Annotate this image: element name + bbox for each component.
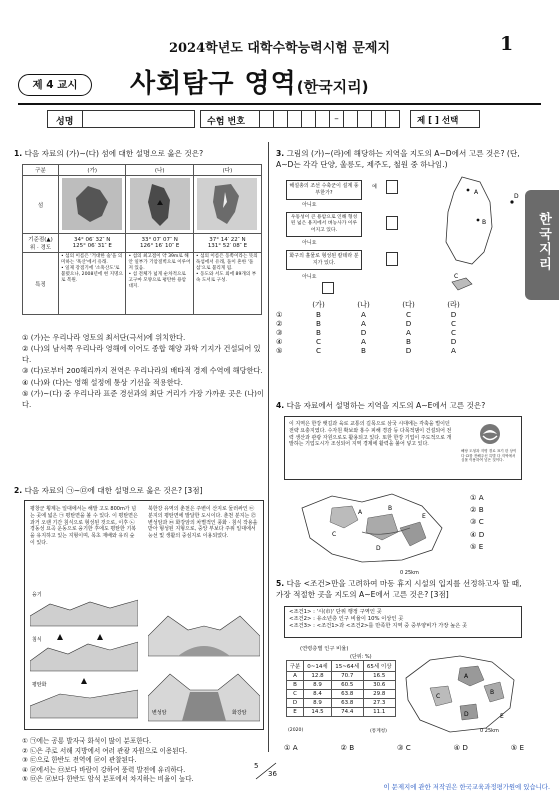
q2-option[interactable]: ③ ㉢으로 한반도 전역에 ㉣이 관찰된다. [22, 756, 137, 765]
q3-answer-box [386, 180, 398, 194]
q3-number: 3. [276, 149, 285, 158]
copyright-notice: 이 문제지에 관한 저작권은 한국교육과정평가원에 있습니다. [383, 783, 550, 791]
q4-option[interactable]: ④ D [470, 529, 485, 539]
q5-table-header: 구분 [287, 661, 304, 672]
q3-answer-box [386, 216, 398, 230]
q5-text: 다음 <조건>만을 고려하여 마동 휴지 시설의 입지를 선정하고자 할 때, 가장 적절한 곳을 지도의 A~E에서 고른 것은? [3점] [276, 579, 522, 599]
q2-passage-box [24, 500, 264, 730]
q4-option[interactable]: ⑤ E [470, 541, 484, 551]
q5-condition: <조건1> : '시(市)' 단위 행정 구역인 곳 [289, 609, 382, 615]
choice-box[interactable] [410, 110, 480, 128]
table-row: C 8.4 63.8 29.8 [287, 690, 396, 699]
q4-logo [479, 423, 501, 445]
q4-scale: 0 25km [400, 570, 419, 576]
q5-table-header: 15~64세 [331, 661, 363, 672]
q4-map-label: B [388, 505, 393, 512]
q1-number: 1. [14, 149, 23, 158]
q3-options-table [276, 300, 476, 355]
q4-logo-caption: 해당 도청과 지명 경로 표기 한 상이다 CI를 전해주신 특별 다 지역에서 심볼 이용하여 넣은 것이다. [461, 449, 517, 463]
q4-map-label: D [376, 545, 381, 552]
q1-option[interactable]: ② (나)의 남서쪽 우리나라 영해에 이어도 종합 해양 과학 기지가 건설되어 있다. [22, 344, 261, 365]
q4-passage: 이 지역은 한강 뱃길과 육로 교통의 길목으로 삼국 시대에는 각축을 벌이던 전략 요충지였다. 수자원 확보와 홍수 피해 경감 등 다목적댐이 건설되어 전력 생산과 관광 자원으로도 활용되고 있다. 또한 한강 기업이 주도적으로 개발하는 기업도시가 조성되어 지역 경제에 활력을 불어 넣고 있다. [289, 421, 452, 448]
page-number: 1 [500, 33, 514, 55]
q1-col-label: 구분 [23, 165, 59, 176]
subject-main: 사회탐구 영역 [130, 69, 297, 99]
q3-col: (다) [402, 300, 415, 309]
q5-table-header: 0~14세 [304, 661, 332, 672]
id-label: 수험 번호 [207, 117, 245, 127]
q1-island-image [59, 176, 126, 234]
q3-option[interactable]: ④ C A B D [276, 337, 457, 346]
q5-table-source2: (통계청) [370, 729, 387, 734]
q3-text: 그림의 (가)~(라)에 해당하는 지역을 지도의 A~D에서 고른 것은? (단, A~D는 각각 단양, 울릉도, 제주도, 철원 중 하나임.) [276, 149, 520, 169]
q2-label: 침식 [32, 637, 42, 643]
side-tab [525, 190, 559, 300]
q1-option[interactable]: ① (가)는 우리나라 영토의 최서단(극서)에 위치한다. [22, 333, 186, 342]
q1-coord: 37° 14′ 22″ N 131° 52′ 08″ E [193, 234, 261, 253]
q1-feature: • 섬의 이름은 동쪽이라는 뜻의 독섬에서 유래, 돌이 흔한 '돌섬'으로 불리게 됨. • 동도와 서도 외에 89개의 부속 도서로 구성. [193, 253, 261, 315]
q4-question [276, 400, 526, 411]
q2-option[interactable]: ② ㉡은 주로 서해 지방에서 여러 관광 자원으로 이용된다. [22, 746, 188, 755]
q5-option[interactable]: ③ C [397, 743, 411, 752]
q4-passage-box [284, 416, 522, 480]
period-badge: 제 4 교시 [18, 74, 92, 96]
q1-row-coord: 기준점(▲) 위 · 경도 [23, 234, 59, 253]
q3-flow-box: 화구의 흘물로 형성된 칼데라 분지가 있다. [286, 250, 362, 270]
q1-table [22, 164, 262, 315]
name-box[interactable] [47, 110, 195, 128]
id-cells [259, 111, 399, 127]
q5-table-unit: (단위: %) [350, 654, 372, 660]
q1-row-feature: 특징 [23, 253, 59, 315]
q5-map-label: C [436, 693, 441, 700]
page-current: 5 [254, 762, 259, 770]
q3-map [432, 172, 522, 297]
q5-number: 5. [276, 579, 285, 588]
q3-answer-box [322, 282, 334, 294]
q5-option[interactable]: ① A [284, 743, 298, 752]
q4-map-label: E [422, 513, 426, 520]
q1-col: (다) [193, 165, 261, 176]
q4-option[interactable]: ① A [470, 493, 484, 502]
q1-feature: • 섬의 최고점이 약 39m로 해안 일부가 기암절벽으로 이루어져 있음. • 섬 전체가 넓게 순차적으로 고구마 모양으로 평탄한 용암 대지. [126, 253, 193, 315]
q3-option[interactable]: ① B A C D [276, 310, 457, 319]
q1-option[interactable]: ③ (다)로부터 200해리까지 전역은 우리나라의 배타적 경제 수역에 해당한다. [22, 366, 263, 376]
q2-diagram-right [148, 596, 260, 726]
column-divider [268, 142, 269, 752]
q2-label: 융기 [32, 592, 42, 598]
q4-option[interactable]: ② B [470, 505, 484, 515]
q5-table [286, 660, 396, 717]
q4-option[interactable]: ③ C [470, 517, 484, 527]
q3-col: (가) [312, 300, 325, 309]
exam-title: 2024학년도 대학수학능력시험 문제지 [168, 41, 391, 56]
q5-map-label: A [464, 673, 469, 680]
q1-text: 다음 자료의 (가)~(다) 섬에 대한 설명으로 옳은 것은? [24, 149, 204, 158]
q5-option[interactable]: ⑤ E [510, 743, 524, 752]
q2-passage-right: 북한강 유역의 춘천은 주변이 산지로 둘러싸인 ㉢ 분지의 평탄면에 발달한 도시이다. 춘천 분지는 ㉣ 변성암과 ㉤ 화강암의 차별적인 풍화 · 침식 작용을 받아 형성된 지형으로, 중앙 부보다 주위 일대에서 능선 및 생활의 중심지로 이용되었다. [148, 506, 258, 539]
name-label-divider [82, 111, 83, 127]
q2-label: 평탄화 [32, 682, 47, 688]
q3-no: 아니요 [302, 240, 317, 246]
q1-option[interactable]: ④ (나)와 (다)는 영해 설정에 통상 기선을 적용한다. [22, 377, 183, 387]
q4-map-label: A [358, 509, 363, 516]
q5-map [400, 648, 520, 738]
q2-label: 화강암 [232, 710, 247, 716]
q2-option[interactable]: ① ㉠에는 공룡 발자국 화석이 많이 분포한다. [22, 737, 152, 745]
q1-row-island: 섬 [23, 176, 59, 234]
q4-map [292, 488, 452, 568]
side-tab-label: 한국지리 [536, 212, 551, 272]
q5-options [284, 742, 524, 753]
q4-number: 4. [276, 401, 285, 410]
q3-question [276, 148, 524, 170]
q5-table-title: (연령층별 인구 비율) [300, 646, 349, 652]
id-dash: – [329, 111, 343, 127]
q3-flow-box: 해설총의 조선 수축군이 설계 풍부한가? [286, 180, 362, 200]
q3-col: (라) [447, 300, 460, 309]
q1-question [14, 148, 264, 159]
table-row: D 8.9 63.8 27.3 [287, 699, 396, 708]
q1-coord: 34° 06′ 32″ N 125° 06′ 31″ E [59, 234, 126, 253]
q2-label: 변성암 [152, 710, 167, 716]
q5-condition: <조건3> : <조건1>과 <조건2>를 만족한 지역 중 중부양비가 가장 높은 곳 [289, 623, 468, 630]
q3-no: 아니요 [302, 274, 317, 280]
q5-option[interactable]: ④ D [453, 743, 468, 752]
q5-map-label: E [500, 713, 504, 720]
table-row: B 8.9 60.5 30.6 [287, 681, 396, 690]
q3-option[interactable]: ⑤ C B D A [276, 346, 456, 355]
q3-option[interactable]: ② B A D C [276, 319, 457, 328]
q2-option[interactable]: ⑤ ㉤은 ㉣보다 한반도 암석 분포에서 차지하는 비율이 높다. [22, 775, 194, 784]
q3-map-label: A [474, 189, 479, 196]
subject-sub: (한국지리) [296, 78, 369, 96]
q3-map-label: B [482, 219, 487, 226]
q2-passage-left: 평창군 횡계는 일대에서는 해발 고도 800m가 넘는 곳에 넓은 ㉠ 평탄면을 볼 수 있다. 이 평탄면은 과거 오랜 기간 침식으로 형성된 것으로, 이후 ㉡ 경동성 요곡 운동으로 융기한 후에도 평탄한 기복을 유지하고 있는 지형이며, 목초 재배와 유리 숲이 있다. [30, 506, 138, 546]
header-rule [18, 103, 541, 105]
table-row: A 12.8 70.7 16.5 [287, 672, 396, 681]
q1-col: (나) [126, 165, 193, 176]
q2-option[interactable]: ④ ㉣에서는 ㉤보다 바람이 강하여 풍력 발전에 유리하다. [22, 765, 186, 774]
q4-text: 다음 자료에서 설명하는 지역을 지도의 A~E에서 고른 것은? [286, 401, 486, 410]
q3-answer-box [386, 252, 398, 266]
name-label: 성명 [56, 117, 74, 127]
q1-col: (가) [59, 165, 126, 176]
q1-feature: • 섬의 이름은 '거대한 숲'을 의미하는 '흑산'에서 유래. • 일제 강점기에 '소흑산도'로 불렸으나, 2008년에 현 지명으로 복원. [59, 253, 126, 315]
page-total: 36 [268, 770, 277, 778]
q5-conditions-box [284, 606, 522, 638]
q5-table-header: 65세 이상 [363, 661, 395, 672]
subject-title [130, 63, 430, 100]
q3-no: 아니요 [302, 202, 317, 208]
q2-number: 2. [14, 486, 23, 495]
q5-map-label: B [490, 689, 495, 696]
q1-option[interactable]: ⑤ (가)~(다) 중 우리나라 표준 경선과의 최단 거리가 가장 가까운 곳은 (나)이다. [22, 388, 264, 409]
q4-options [470, 492, 520, 553]
q2-text: 다음 자료의 ㉠~㉤에 대한 설명으로 옳은 것은? [3점] [24, 486, 203, 495]
q1-island-image [126, 176, 193, 234]
q4-map-label: C [332, 531, 337, 538]
q3-yes: 예 [372, 184, 377, 190]
page-counter [248, 762, 284, 780]
q3-map-label: D [514, 193, 519, 200]
q5-scale: 0 25km [480, 728, 499, 734]
q5-table-source: (2020) [288, 728, 304, 733]
q3-option[interactable]: ③ B D A C [276, 328, 457, 337]
q3-map-label: C [454, 273, 459, 280]
q1-options [22, 332, 264, 410]
q3-flow-box: 우동성이 큰 용암으로 인해 형성된 넓은 용지에서 벼농사가 이루어지고 있다. [286, 212, 362, 237]
q3-flowchart [282, 176, 432, 296]
q5-condition: <조건2> : 유소년층 인구 비율이 10% 이상인 곳 [289, 616, 404, 623]
q1-coord: 33° 07′ 07″ N 126° 16′ 10″ E [126, 234, 193, 253]
q5-question [276, 578, 526, 600]
table-row: E 14.5 74.4 11.1 [287, 708, 396, 717]
q2-question [14, 485, 264, 496]
id-box[interactable] [200, 110, 400, 128]
q3-col: (나) [357, 300, 370, 309]
choice-label: 제 [ ] 선택 [417, 116, 459, 126]
q2-options [22, 737, 267, 785]
q5-option[interactable]: ② B [340, 743, 355, 752]
q2-diagram-left [30, 586, 138, 726]
q1-island-image [193, 176, 261, 234]
q5-map-label: D [464, 711, 469, 718]
